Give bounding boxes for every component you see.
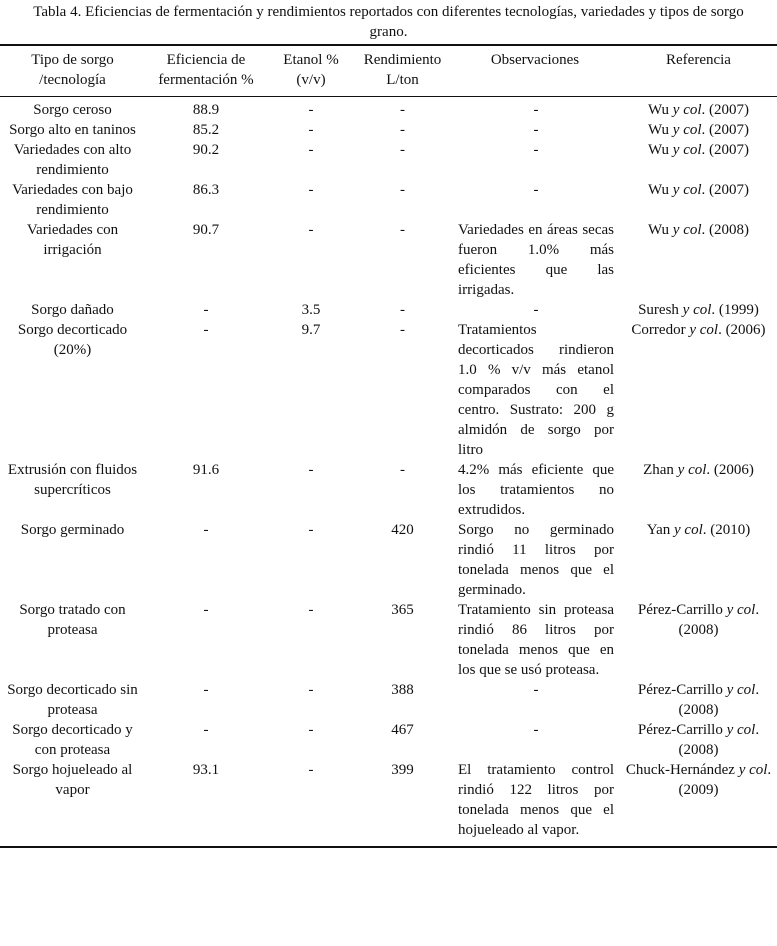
cell-referencia xyxy=(620,140,777,180)
cell-eficiencia: 93.1 xyxy=(192,762,220,778)
cell-etanol: - xyxy=(308,102,314,118)
reference-part: Pérez-Carrillo xyxy=(637,722,727,738)
reference-part: . (2007) xyxy=(701,122,750,138)
reference-part: y col xyxy=(677,462,707,478)
cell-observaciones: Tratamientos decorticados rindieron 1.0 % v/v más etanol comparados con el centro. Sustrato: 200 g almidón de sorgo por litro xyxy=(458,322,614,458)
cell-observaciones: Sorgo no germinado rindió 11 litros por tonelada menos que el germinado. xyxy=(458,522,614,598)
reference-part: y col xyxy=(672,102,702,118)
cell-referencia xyxy=(620,520,777,600)
reference-part: y col xyxy=(672,142,702,158)
cell-etanol: - xyxy=(308,222,314,238)
cell-tipo: Variedades con alto rendimiento xyxy=(13,142,132,178)
cell-observaciones: Variedades en áreas secas fueron 1.0% más eficientes que las irrigadas. xyxy=(458,222,614,298)
reference-part: . (2008) xyxy=(678,722,760,758)
reference-part: Wu xyxy=(647,122,673,138)
reference-part: . (2008) xyxy=(701,222,750,238)
reference-part: Yan xyxy=(646,522,674,538)
cell-referencia xyxy=(620,760,777,847)
reference-part: . (2006) xyxy=(718,322,766,338)
reference-part: Pérez-Carrillo xyxy=(637,602,727,618)
cell-etanol: - xyxy=(308,122,314,138)
cell-referencia xyxy=(620,180,777,220)
table-row xyxy=(0,680,777,720)
cell-etanol: 3.5 xyxy=(301,302,321,318)
cell-etanol: 9.7 xyxy=(301,322,321,338)
table-row xyxy=(0,460,777,520)
cell-etanol: - xyxy=(308,522,314,538)
reference-part: Wu xyxy=(647,222,673,238)
cell-etanol: - xyxy=(308,602,314,618)
cell-rendimiento: 420 xyxy=(391,522,414,538)
cell-rendimiento: - xyxy=(400,462,405,478)
cell-rendimiento: - xyxy=(400,222,405,238)
cell-eficiencia: 85.2 xyxy=(192,122,220,138)
header-etanol: Etanol % (v/v) xyxy=(283,52,339,88)
cell-observaciones: - xyxy=(533,182,539,198)
reference-part: . (2007) xyxy=(701,142,750,158)
cell-rendimiento: 388 xyxy=(391,682,414,698)
cell-eficiencia: 91.6 xyxy=(192,462,220,478)
table-row xyxy=(0,220,777,300)
cell-eficiencia: - xyxy=(203,302,209,318)
cell-referencia xyxy=(620,720,777,760)
reference-part: . (2008) xyxy=(678,682,760,718)
cell-eficiencia: - xyxy=(203,522,209,538)
cell-referencia xyxy=(620,97,777,121)
reference-part: . (2010) xyxy=(702,522,751,538)
reference-part: Zhan xyxy=(643,462,678,478)
cell-tipo: Sorgo decorticado y con proteasa xyxy=(12,722,133,758)
reference-part: y col xyxy=(672,122,702,138)
cell-tipo: Extrusión con fluidos supercríticos xyxy=(7,462,138,498)
header-observaciones: Observaciones xyxy=(490,52,580,68)
cell-eficiencia: - xyxy=(203,322,209,338)
table-caption: Tabla 4. Eficiencias de fermentación y rendimientos reportados con diferentes tecnologías, variedades y tipos de sorgo grano. xyxy=(33,4,744,40)
cell-referencia xyxy=(620,220,777,300)
table-row xyxy=(0,180,777,220)
cell-tipo: Sorgo alto en taninos xyxy=(9,122,136,138)
header-row xyxy=(0,45,777,97)
reference-part: . (1999) xyxy=(711,302,759,318)
cell-tipo: Sorgo germinado xyxy=(20,522,125,538)
cell-rendimiento: - xyxy=(400,122,405,138)
cell-rendimiento: - xyxy=(400,182,405,198)
table-row xyxy=(0,720,777,760)
reference-part: . (2007) xyxy=(701,102,750,118)
table-row xyxy=(0,600,777,680)
table-row xyxy=(0,300,777,320)
cell-tipo: Sorgo ceroso xyxy=(33,102,112,118)
reference-part: y col xyxy=(726,602,756,618)
reference-part: y col xyxy=(726,682,756,698)
cell-etanol: - xyxy=(308,142,314,158)
cell-etanol: - xyxy=(308,762,314,778)
reference-part: Chuck-Hernández xyxy=(625,762,739,778)
table-row xyxy=(0,140,777,180)
reference-part: . (2006) xyxy=(706,462,754,478)
cell-tipo: Variedades con irrigación xyxy=(26,222,119,258)
reference-part: . (2009) xyxy=(678,762,772,798)
cell-referencia xyxy=(620,320,777,460)
cell-tipo: Sorgo decorticado sin proteasa xyxy=(7,682,138,718)
header-tipo: Tipo de sorgo /tecnología xyxy=(31,52,114,88)
reference-part: y col xyxy=(672,182,702,198)
reference-part: Corredor xyxy=(631,322,690,338)
cell-tipo: Sorgo dañado xyxy=(31,302,114,318)
reference-part: y col xyxy=(726,722,756,738)
reference-part: Pérez-Carrillo xyxy=(637,682,727,698)
cell-eficiencia: 86.3 xyxy=(192,182,220,198)
reference-part: y col xyxy=(672,222,702,238)
cell-etanol: - xyxy=(308,682,314,698)
cell-referencia xyxy=(620,460,777,520)
cell-rendimiento: 467 xyxy=(391,722,414,738)
cell-referencia xyxy=(620,680,777,720)
cell-eficiencia: - xyxy=(203,722,209,738)
reference-part: Wu xyxy=(647,182,673,198)
cell-rendimiento: 365 xyxy=(391,602,414,618)
cell-referencia xyxy=(620,600,777,680)
cell-observaciones: - xyxy=(533,122,539,138)
cell-etanol: - xyxy=(308,722,314,738)
cell-eficiencia: - xyxy=(203,602,209,618)
header-rendimiento: Rendimiento L/ton xyxy=(363,52,442,88)
cell-etanol: - xyxy=(308,182,314,198)
cell-observaciones: El tratamiento control rindió 122 litros por tonelada menos que el hojueleado al vapor. xyxy=(458,762,614,838)
cell-observaciones: 4.2% más eficiente que los tratamientos no extrudidos. xyxy=(458,462,614,518)
reference-part: Wu xyxy=(647,102,673,118)
cell-observaciones: Tratamiento sin proteasa rindió 86 litros por tonelada menos que en los que se usó proteasa. xyxy=(458,602,614,678)
cell-rendimiento: - xyxy=(400,142,405,158)
cell-observaciones: - xyxy=(533,102,539,118)
cell-tipo: Sorgo decorticado (20%) xyxy=(17,322,128,358)
cell-eficiencia: 90.2 xyxy=(192,142,220,158)
reference-part: . (2007) xyxy=(701,182,750,198)
cell-eficiencia: 88.9 xyxy=(192,102,220,118)
table-row xyxy=(0,320,777,460)
cell-rendimiento: - xyxy=(400,302,405,318)
header-eficiencia: Eficiencia de fermentación % xyxy=(158,52,254,88)
cell-rendimiento: - xyxy=(400,102,405,118)
table-row xyxy=(0,520,777,600)
table-row xyxy=(0,120,777,140)
cell-rendimiento: - xyxy=(400,322,405,338)
cell-tipo: Variedades con bajo rendimiento xyxy=(12,182,133,218)
cell-referencia xyxy=(620,120,777,140)
cell-tipo: Sorgo tratado con proteasa xyxy=(19,602,126,638)
cell-observaciones: - xyxy=(533,722,539,738)
table-row xyxy=(0,97,777,121)
cell-eficiencia: - xyxy=(203,682,209,698)
reference-part: y col xyxy=(674,522,703,538)
header-referencia: Referencia xyxy=(666,52,731,68)
cell-observaciones: - xyxy=(533,302,539,318)
cell-rendimiento: 399 xyxy=(391,762,414,778)
cell-tipo: Sorgo hojueleado al vapor xyxy=(12,762,133,798)
reference-part: Wu xyxy=(647,142,673,158)
reference-part: y col xyxy=(738,762,768,778)
reference-part: y col xyxy=(682,302,712,318)
cell-observaciones: - xyxy=(533,682,539,698)
cell-eficiencia: 90.7 xyxy=(192,222,220,238)
reference-part: . (2008) xyxy=(678,602,760,638)
cell-referencia xyxy=(620,300,777,320)
cell-etanol: - xyxy=(308,462,314,478)
reference-part: Suresh xyxy=(638,302,683,318)
reference-part: y col xyxy=(689,322,719,338)
table-row xyxy=(0,760,777,847)
fermentation-table xyxy=(0,44,777,848)
cell-observaciones: - xyxy=(533,142,539,158)
